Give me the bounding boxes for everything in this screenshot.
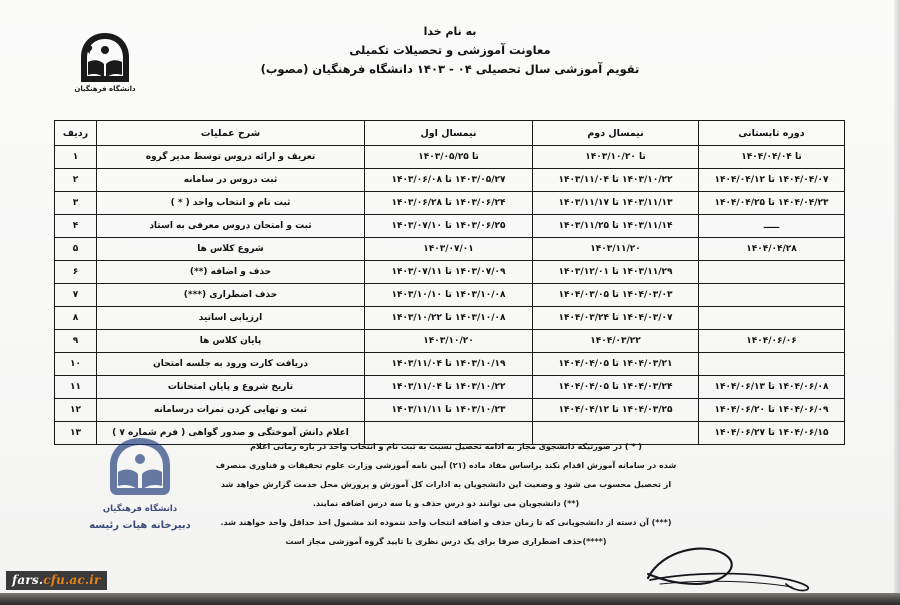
cell-description: تعریف و ارائه دروس توسط مدیر گروه — [97, 146, 365, 169]
table-row — [55, 215, 845, 238]
header-line-department: معاونت آموزشی و تحصیلات تکمیلی — [349, 43, 551, 57]
cell-description: ثبت و امتحان دروس معرفی به استاد — [97, 215, 365, 238]
cell-description: حذف اضطراری (***) — [97, 284, 365, 307]
table-row — [55, 261, 845, 284]
column-header-sem2: نیمسال دوم — [533, 121, 699, 146]
svg-text:دانشگاه فرهنگیان: دانشگاه فرهنگیان — [74, 85, 136, 93]
cell-radif: ۷ — [55, 284, 97, 307]
cell-radif: ۴ — [55, 215, 97, 238]
cell-sem1: تا ۱۴۰۳/۰۵/۲۵ — [365, 146, 533, 169]
table-header-row — [55, 121, 845, 146]
cell-radif: ۶ — [55, 261, 97, 284]
table-row — [55, 307, 845, 330]
table-row — [55, 146, 845, 169]
stamp-line-2: دبیرخانه هیات رئیسه — [89, 520, 191, 531]
cell-description: اعلام دانش آموختگی و صدور گواهی ( فرم شماره ۷ ) — [97, 422, 365, 445]
cell-sem2: ۱۴۰۴/۰۳/۲۲ — [533, 330, 699, 353]
cell-summer: ۱۴۰۴/۰۶/۰۹ تا ۱۴۰۴/۰۶/۲۰ — [699, 399, 845, 422]
cell-sem1: ۱۴۰۳/۰۶/۲۴ تا ۱۴۰۳/۰۶/۲۸ — [365, 192, 533, 215]
table-row — [55, 376, 845, 399]
column-header-desc: شرح عملیات — [97, 121, 365, 146]
site-url-badge — [6, 571, 107, 590]
cell-sem2: ۱۴۰۴/۰۳/۰۷ تا ۱۴۰۴/۰۳/۲۴ — [533, 307, 699, 330]
cell-summer — [699, 261, 845, 284]
footnote-3: (***) آن دسته از دانشجویانی که تا زمان حذف و اضافه انتخاب واحد ننموده اند مشمول اخذ حداقل واحد خواهند شد. — [220, 518, 672, 527]
cell-sem1: ۱۴۰۳/۰۷/۰۹ تا ۱۴۰۳/۰۷/۱۱ — [365, 261, 533, 284]
cell-summer: ۱۴۰۴/۰۶/۱۵ تا ۱۴۰۴/۰۶/۲۷ — [699, 422, 845, 445]
cell-radif: ۸ — [55, 307, 97, 330]
column-header-sem1: نیمسال اول — [365, 121, 533, 146]
document-header — [0, 22, 900, 79]
cell-radif: ۱۱ — [55, 376, 97, 399]
cell-sem2: ۱۴۰۴/۰۳/۲۱ تا ۱۴۰۴/۰۴/۰۵ — [533, 353, 699, 376]
paper-edge-shadow — [894, 0, 900, 605]
table-row — [55, 330, 845, 353]
cell-sem2: ۱۴۰۳/۱۰/۲۲ تا ۱۴۰۳/۱۱/۰۴ — [533, 169, 699, 192]
cell-summer: ۱۴۰۴/۰۴/۰۷ تا ۱۴۰۴/۰۴/۱۲ — [699, 169, 845, 192]
cell-sem2: ۱۴۰۳/۱۱/۲۹ تا ۱۴۰۳/۱۲/۰۱ — [533, 261, 699, 284]
cell-summer: ۱۴۰۴/۰۶/۰۶ — [699, 330, 845, 353]
cell-radif: ۱ — [55, 146, 97, 169]
footnote-1-part-c: از تحصیل محسوب می شود و وضعیت این دانشجویان به ادارات کل آموزش و پرورش محل خدمت گزارش خواهد شد — [220, 480, 672, 489]
calendar-table-container — [55, 120, 845, 445]
footnote-1-part-a: ( * ) در صورتیکه دانشجوی مجاز به ادامه تحصیل نسبت به ثبت نام و انتخاب واحد در بازه زمانی اعلام — [250, 442, 642, 451]
cell-sem1: ۱۴۰۳/۰۵/۲۷ تا ۱۴۰۳/۰۶/۰۸ — [365, 169, 533, 192]
cell-sem2: ۱۴۰۴/۰۳/۲۴ تا ۱۴۰۴/۰۴/۰۵ — [533, 376, 699, 399]
cell-summer — [699, 284, 845, 307]
cell-sem2: تا ۱۴۰۳/۱۰/۲۰ — [533, 146, 699, 169]
cell-description: پایان کلاس ها — [97, 330, 365, 353]
column-header-summer: دوره تابستانی — [699, 121, 845, 146]
cell-description: ثبت دروس در سامانه — [97, 169, 365, 192]
cell-sem2: ۱۴۰۳/۱۱/۱۴ تا ۱۴۰۳/۱۱/۲۵ — [533, 215, 699, 238]
cell-sem1: ۱۴۰۳/۱۰/۰۸ تا ۱۴۰۳/۱۰/۱۰ — [365, 284, 533, 307]
cell-summer: ۱۴۰۴/۰۶/۰۸ تا ۱۴۰۴/۰۶/۱۳ — [699, 376, 845, 399]
table-row — [55, 192, 845, 215]
footnote-4: (****)حذف اضطراری صرفا برای یک درس نظری با تایید گروه آموزشی مجاز است — [285, 537, 607, 546]
cell-summer: ۱۴۰۴/۰۴/۲۳ تا ۱۴۰۴/۰۴/۲۵ — [699, 192, 845, 215]
cell-description: ثبت نام و انتخاب واحد ( * ) — [97, 192, 365, 215]
table-row — [55, 399, 845, 422]
table-row — [55, 284, 845, 307]
column-header-radif: ردیف — [55, 121, 97, 146]
table-row — [55, 238, 845, 261]
cell-radif: ۳ — [55, 192, 97, 215]
calendar-table-body — [55, 146, 845, 445]
cell-sem1: ۱۴۰۳/۱۰/۲۰ — [365, 330, 533, 353]
table-row — [55, 169, 845, 192]
stamp-line-1: دانشگاه فرهنگیان — [102, 504, 178, 514]
cell-radif: ۹ — [55, 330, 97, 353]
bottom-scan-band — [0, 593, 900, 605]
footnotes-section — [50, 437, 842, 551]
footnote-1-part-b: شده در سامانه آموزش اقدام نکند براساس مفاد ماده (۲۱) آیین نامه آموزشی وزارت علوم تحقیقات و فناوری منصرف — [215, 461, 677, 470]
cell-radif: ۱۲ — [55, 399, 97, 422]
cell-summer: ـــــ — [699, 215, 845, 238]
cell-summer — [699, 353, 845, 376]
cell-sem1: ۱۴۰۳/۱۰/۲۲ تا ۱۴۰۳/۱۱/۰۴ — [365, 376, 533, 399]
cell-sem2: ۱۴۰۴/۰۳/۲۵ تا ۱۴۰۴/۰۴/۱۲ — [533, 399, 699, 422]
cell-summer — [699, 307, 845, 330]
cell-summer: تا ۱۴۰۴/۰۴/۰۴ — [699, 146, 845, 169]
cell-sem2: ۱۴۰۳/۱۱/۲۰ — [533, 238, 699, 261]
cell-description: حذف و اضافه (**) — [97, 261, 365, 284]
table-row — [55, 353, 845, 376]
cell-description: ثبت و نهایی کردن نمرات درسامانه — [97, 399, 365, 422]
cell-sem2: ۱۴۰۳/۱۱/۱۳ تا ۱۴۰۳/۱۱/۱۷ — [533, 192, 699, 215]
cell-sem1: ۱۴۰۳/۱۰/۰۸ تا ۱۴۰۳/۱۰/۲۲ — [365, 307, 533, 330]
cell-summer: ۱۴۰۴/۰۴/۲۸ — [699, 238, 845, 261]
cell-radif: ۵ — [55, 238, 97, 261]
footnote-2: (**) دانشجویان می توانند دو درس حذف و یا سه درس اضافه نمایند. — [312, 499, 580, 508]
url-prefix: fars. — [12, 573, 44, 587]
cell-description: تاریخ شروع و پایان امتحانات — [97, 376, 365, 399]
cell-sem2: ۱۴۰۴/۰۳/۰۳ تا ۱۴۰۴/۰۳/۰۵ — [533, 284, 699, 307]
cell-sem1: ۱۴۰۳/۱۰/۱۹ تا ۱۴۰۳/۱۱/۰۴ — [365, 353, 533, 376]
cell-radif: ۱۳ — [55, 422, 97, 445]
cell-sem1: ۱۴۰۳/۰۶/۲۵ تا ۱۴۰۳/۰۷/۱۰ — [365, 215, 533, 238]
header-line-bismillah: به نام خدا — [423, 25, 477, 38]
academic-calendar-table — [54, 120, 845, 445]
page-title: تقویم آموزشی سال تحصیلی ۰۴ - ۱۴۰۳ دانشگاه فرهنگیان (مصوب) — [260, 62, 640, 76]
cell-description: دریافت کارت ورود به جلسه امتحان — [97, 353, 365, 376]
cell-radif: ۱۰ — [55, 353, 97, 376]
cell-radif: ۲ — [55, 169, 97, 192]
cell-description: ارزیابی اساتید — [97, 307, 365, 330]
cell-sem1: ۱۴۰۳/۰۷/۰۱ — [365, 238, 533, 261]
cell-description: شروع کلاس ها — [97, 238, 365, 261]
cell-sem1: ۱۴۰۳/۱۰/۲۳ تا ۱۴۰۳/۱۱/۱۱ — [365, 399, 533, 422]
url-suffix: cfu.ac.ir — [43, 573, 101, 587]
